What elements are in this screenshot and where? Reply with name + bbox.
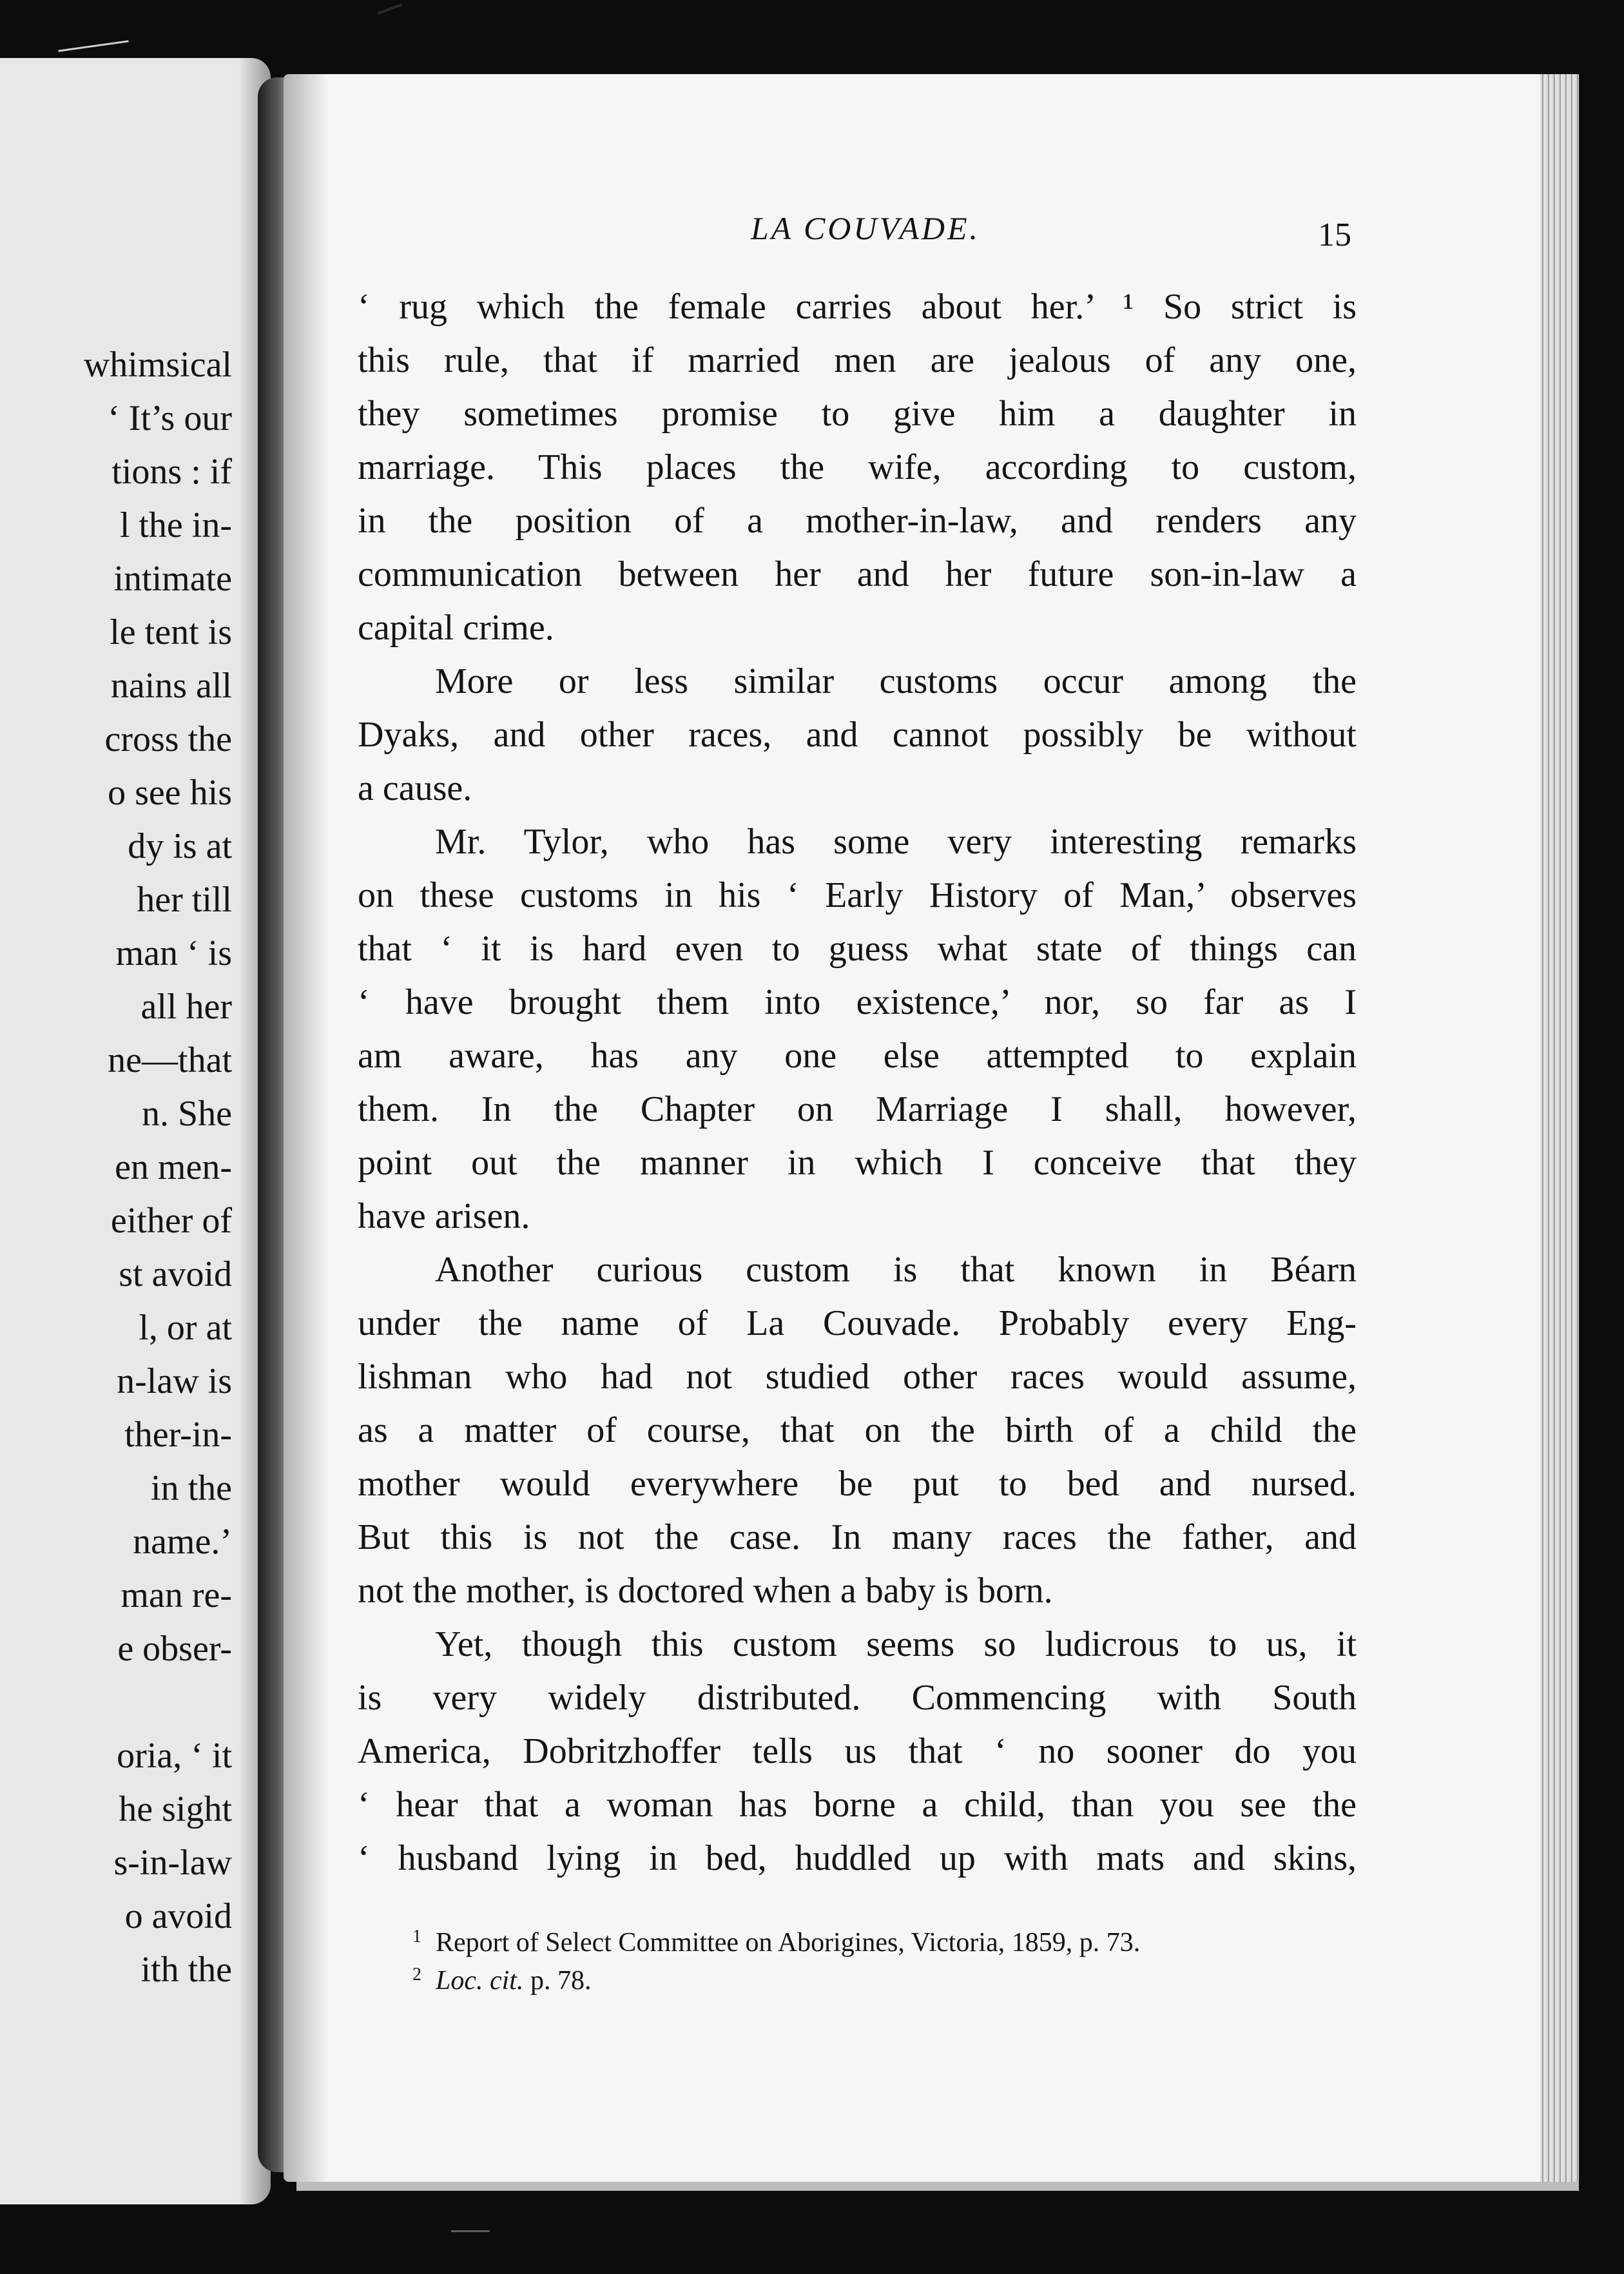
left-page-line: oria, ‘ it: [117, 1736, 232, 1776]
text-line: mother would everywhere be put to bed and nursed.: [358, 1464, 1357, 1504]
footnote-mark: 1: [412, 1927, 421, 1947]
left-page-line: her till: [137, 880, 232, 920]
left-page-line: nains all: [110, 666, 232, 706]
left-page-line: l, or at: [139, 1308, 232, 1348]
footnote-text: p. 78.: [523, 1966, 592, 1996]
text-line: ‘ have brought them into existence,’ nor, so far as I: [358, 982, 1357, 1022]
text-line: Yet, though this custom seems so ludicrous to us, it: [435, 1624, 1357, 1664]
text-line: them. In the Chapter on Marriage I shall, however,: [358, 1089, 1357, 1129]
left-page-line: in the: [151, 1468, 232, 1508]
text-line: under the name of La Couvade. Probably every Eng-: [358, 1303, 1357, 1343]
text-line: communication between her and her future son-in-law a: [358, 554, 1357, 594]
text-line: that ‘ it is hard even to guess what state of things can: [358, 929, 1357, 969]
left-page-line: intimate: [113, 559, 232, 599]
left-page-line: either of: [110, 1201, 232, 1241]
running-head: LA COUVADE.: [751, 210, 981, 246]
left-page-line: cross the: [104, 719, 232, 759]
page-stack-bottom-edge: [296, 2182, 1579, 2191]
text-line: ‘ rug which the female carries about her.’ ¹ So strict is: [358, 287, 1357, 327]
page-number: 15: [1318, 217, 1351, 253]
text-line: point out the manner in which I conceive that they: [358, 1143, 1357, 1183]
text-line: this rule, that if married men are jealous of any one,: [358, 340, 1357, 380]
text-line: America, Dobritzhoffer tells us that ‘ no sooner do you: [358, 1731, 1357, 1771]
left-page-line: dy is at: [128, 826, 232, 866]
left-page-text: [0, 338, 232, 1997]
text-line: ‘ hear that a woman has borne a child, than you see the: [358, 1785, 1357, 1825]
left-page-line: n. She: [142, 1094, 232, 1134]
left-page-line: o avoid: [124, 1896, 232, 1936]
text-line: Another curious custom is that known in Béarn: [435, 1250, 1357, 1290]
left-page-line: man ‘ is: [115, 933, 232, 973]
left-page-line: all her: [140, 987, 232, 1027]
left-page: [0, 58, 271, 2204]
left-page-line: en men-: [115, 1147, 232, 1187]
left-page-line: le tent is: [110, 612, 232, 652]
footnote-1: [412, 1921, 1315, 1959]
body-text: [358, 280, 1357, 1885]
footnote-citation-italic: Loc. cit.: [436, 1966, 524, 1996]
left-page-line: o see his: [108, 773, 232, 813]
text-line: is very widely distributed. Commencing with South: [358, 1678, 1357, 1718]
left-page-line: name.’: [133, 1522, 232, 1562]
text-line: But this is not the case. In many races the father, and: [358, 1517, 1357, 1557]
left-page-line: e obser-: [117, 1629, 232, 1669]
text-line: Mr. Tylor, who has some very interesting remarks: [435, 822, 1357, 862]
scan-speck: [378, 3, 403, 14]
text-line: they sometimes promise to give him a daughter in: [358, 394, 1357, 434]
text-line: marriage. This places the wife, according to custom,: [358, 447, 1357, 487]
text-line: in the position of a mother-in-law, and renders any: [358, 501, 1357, 541]
left-page-line: he sight: [119, 1789, 232, 1829]
left-page-line: st avoid: [119, 1254, 232, 1294]
left-page-line: ith the: [140, 1950, 232, 1990]
text-line: lishman who had not studied other races would assume,: [358, 1357, 1357, 1397]
right-page-gutter-shadow: [284, 74, 329, 2182]
text-line: have arisen.: [358, 1196, 530, 1236]
text-line: on these customs in his ‘ Early History of Man,’ observes: [358, 875, 1357, 915]
left-page-line: whimsical: [83, 345, 232, 385]
text-line: not the mother, is doctored when a baby is born.: [358, 1571, 1053, 1611]
scan-speck: [451, 2230, 490, 2232]
footnotes: [412, 1921, 1315, 1997]
left-page-line: man re-: [121, 1575, 232, 1615]
left-page-line: n-law is: [117, 1361, 232, 1401]
left-page-line: l the in-: [119, 505, 232, 545]
text-line: capital crime.: [358, 608, 554, 648]
text-line: ‘ husband lying in bed, huddled up with mats and skins,: [358, 1838, 1357, 1878]
text-line: More or less similar customs occur among the: [435, 661, 1357, 701]
text-line: Dyaks, and other races, and cannot possibly be without: [358, 715, 1357, 755]
text-line: a cause.: [358, 768, 472, 808]
left-page-line: tions : if: [111, 452, 232, 492]
footnote-2: [412, 1959, 1315, 1997]
footnote-mark: 2: [412, 1965, 421, 1985]
left-page-line: ther-in-: [124, 1415, 232, 1455]
text-line: am aware, has any one else attempted to explain: [358, 1036, 1357, 1076]
left-page-line: ne—that: [108, 1040, 232, 1080]
page-stack-edge: [1540, 74, 1579, 2182]
text-line: as a matter of course, that on the birth of a child the: [358, 1410, 1357, 1450]
left-page-line: [0, 1676, 232, 1729]
left-page-line: s-in-law: [113, 1843, 232, 1883]
left-page-line: ‘ It’s our: [108, 398, 232, 438]
footnote-text: Report of Select Committee on Aborigines, Victoria, 1859, p. 73.: [436, 1928, 1141, 1958]
scan-speck: [58, 40, 128, 52]
